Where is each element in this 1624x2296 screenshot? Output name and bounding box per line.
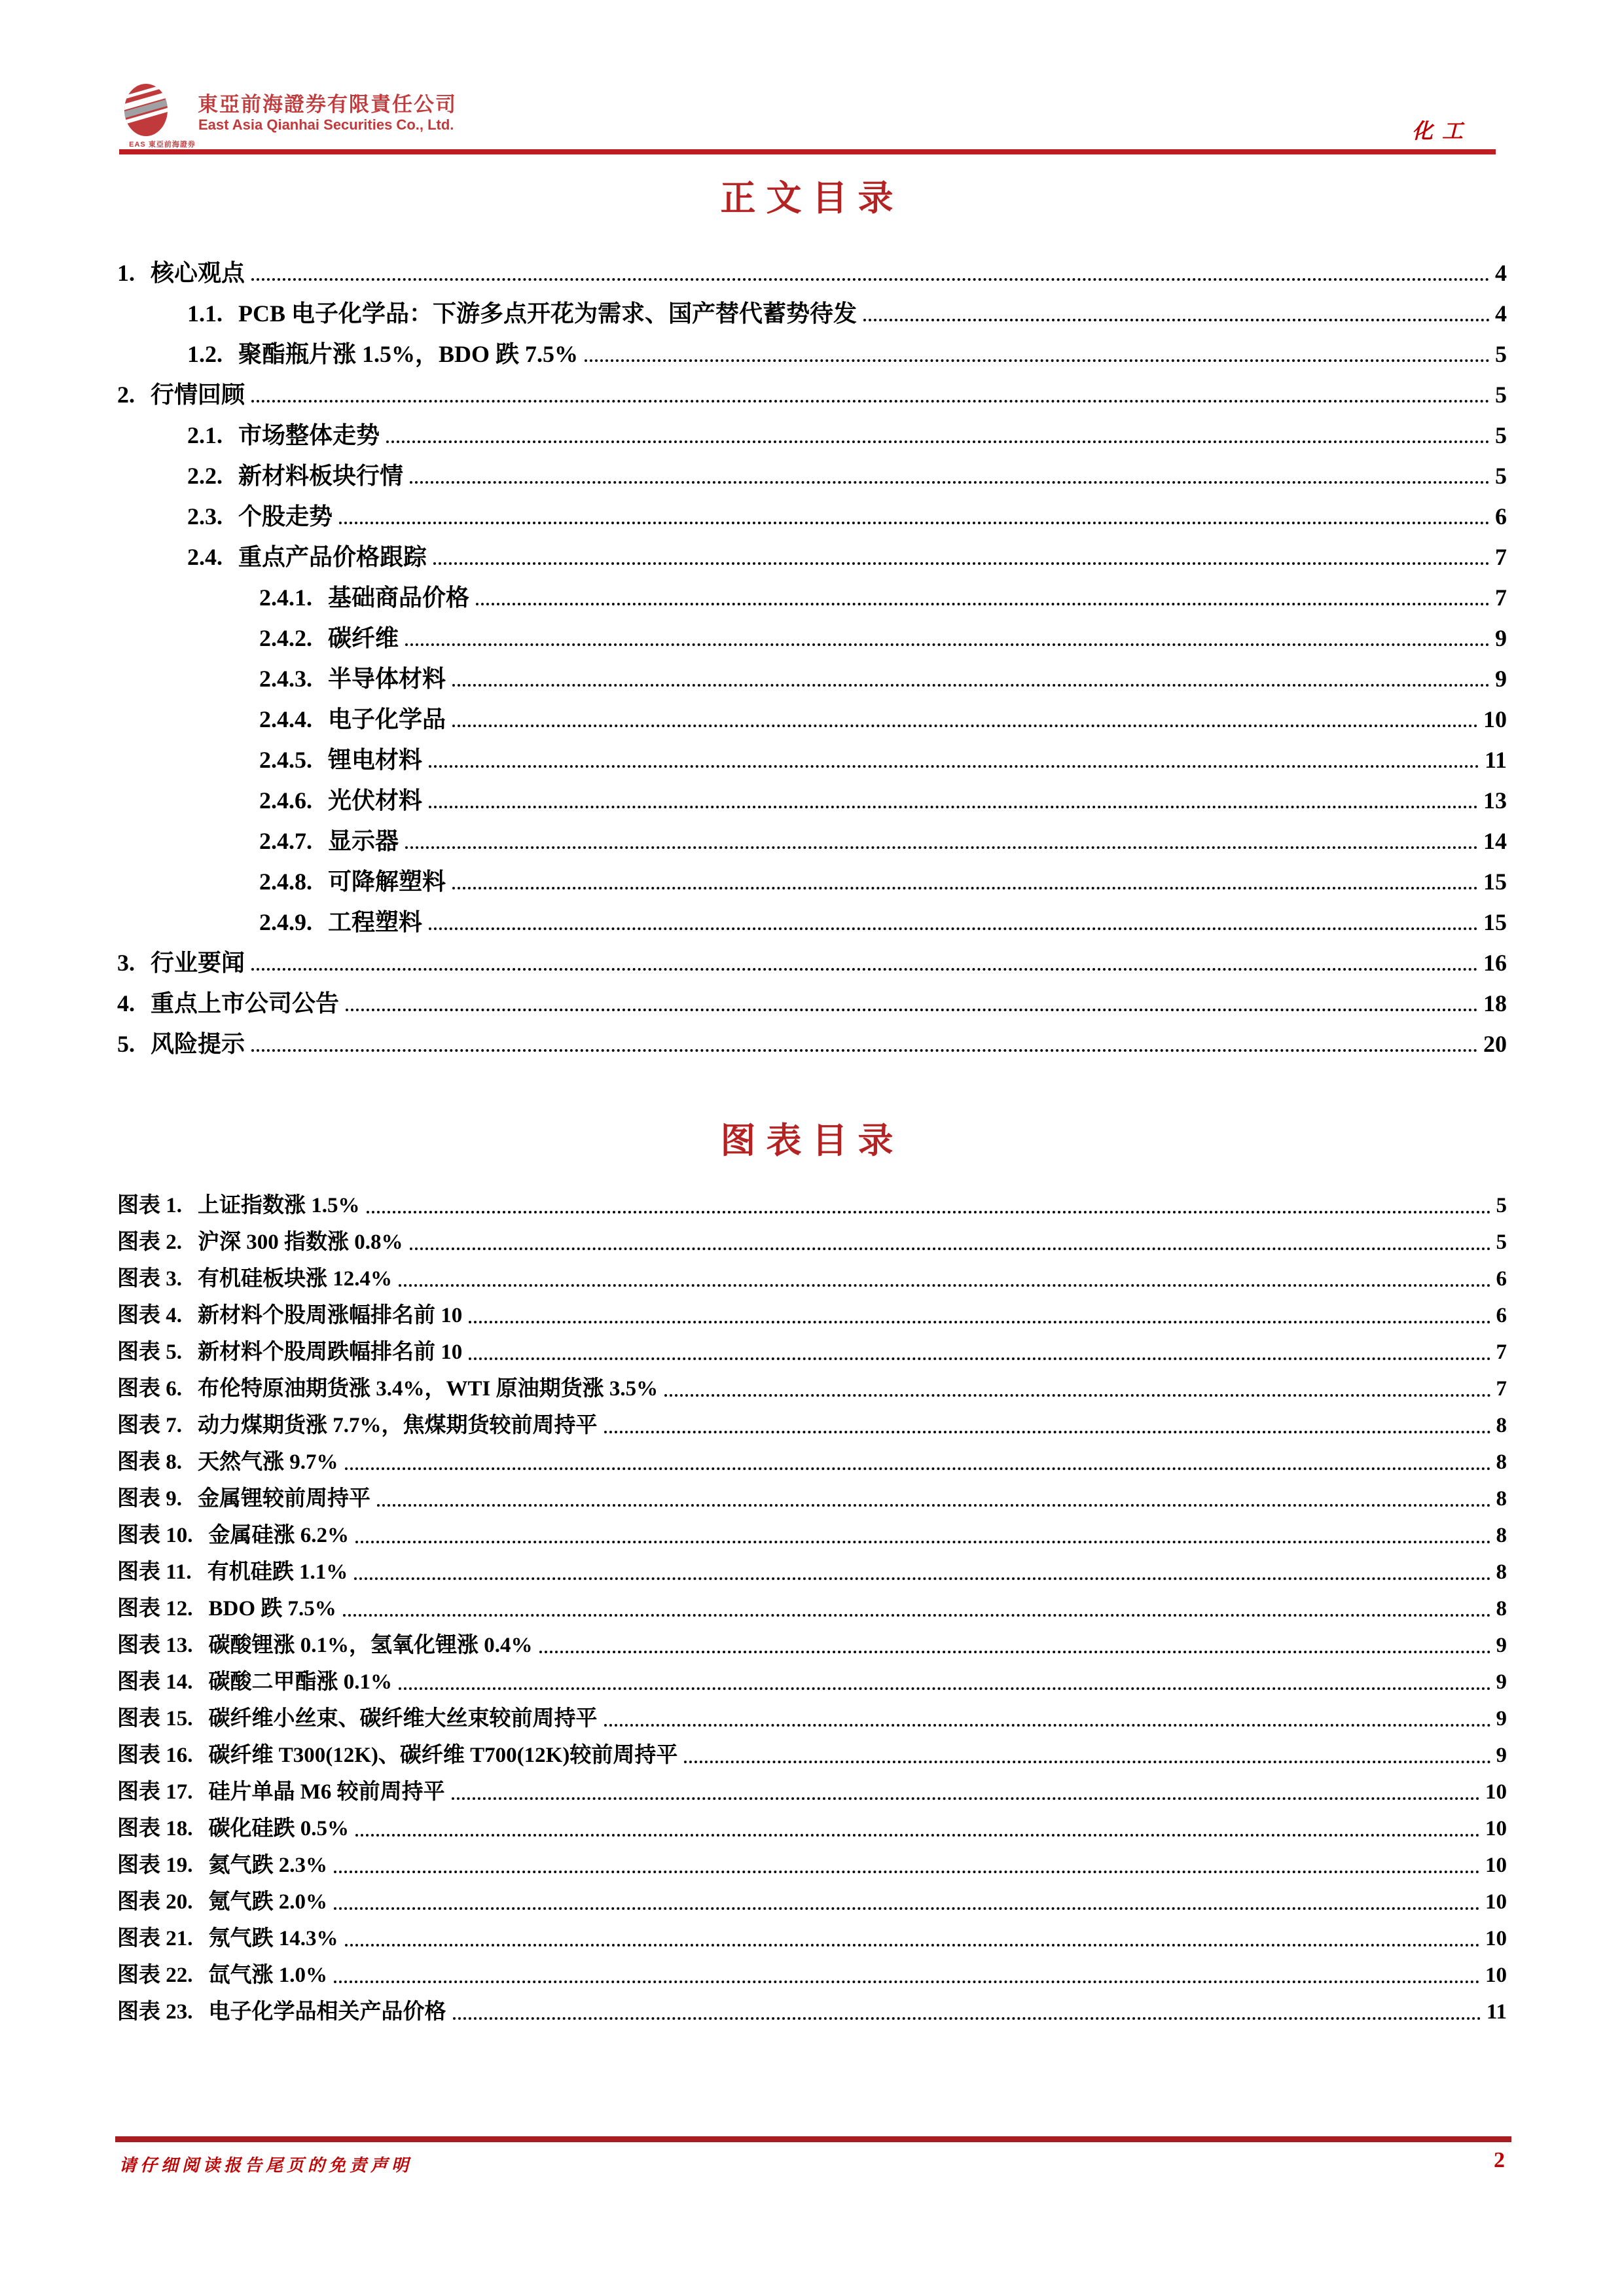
entry-label: BDO 跌 7.5% <box>208 1597 336 1621</box>
figure-entry[interactable] <box>117 1553 1507 1590</box>
entry-label: 显示器 <box>328 828 399 854</box>
figure-entry[interactable] <box>117 1223 1507 1260</box>
entry-number: 图表 13. <box>117 1634 193 1657</box>
toc-entry[interactable] <box>117 738 1507 778</box>
header-rule <box>119 149 1496 154</box>
dot-leader <box>346 1009 1478 1011</box>
entry-number: 2.1. <box>187 422 223 448</box>
entry-label: 光伏材料 <box>328 787 423 814</box>
entry-page: 7 <box>1496 1340 1507 1364</box>
entry-number: 图表 16. <box>117 1744 193 1767</box>
dot-leader <box>334 1871 1480 1873</box>
entry-label: 行情回顾 <box>151 382 245 408</box>
dot-leader <box>345 1944 1481 1946</box>
toc-entry[interactable] <box>117 413 1507 454</box>
entry-number: 图表 9. <box>117 1487 182 1511</box>
entry-label: 有机硅跌 1.1% <box>207 1560 348 1584</box>
dot-leader <box>405 846 1478 849</box>
entry-number: 2.4.5. <box>259 747 312 773</box>
page-number: 2 <box>1494 2148 1505 2172</box>
entry-number: 图表 23. <box>117 2000 193 2024</box>
entry-number: 图表 11. <box>117 1560 192 1584</box>
entry-label: 电子化学品相关产品价格 <box>208 2000 446 2024</box>
toc-entry[interactable] <box>117 494 1507 535</box>
entry-page: 8 <box>1496 1597 1507 1621</box>
entry-label: 风险提示 <box>151 1031 245 1057</box>
dot-leader <box>251 400 1490 403</box>
entry-number: 图表 22. <box>117 1964 193 1987</box>
entry-page: 13 <box>1483 787 1507 814</box>
dot-leader <box>251 278 1490 281</box>
toc-entry[interactable] <box>117 697 1507 738</box>
company-logo-egg-icon <box>123 81 169 137</box>
entry-label: 动力煤期货涨 7.7%，焦煤期货较前周持平 <box>198 1414 598 1437</box>
entry-label: 新材料个股周跌幅排名前 10 <box>198 1340 463 1364</box>
dot-leader <box>452 887 1478 889</box>
toc-entry[interactable] <box>117 575 1507 616</box>
entry-page: 20 <box>1483 1031 1507 1057</box>
footer-rule <box>115 2136 1511 2142</box>
figure-entry[interactable] <box>117 1516 1507 1553</box>
dot-leader <box>433 562 1490 565</box>
entry-number: 2.4.8. <box>259 869 312 895</box>
toc-entry[interactable] <box>117 372 1507 413</box>
entry-number: 图表 21. <box>117 1927 193 1950</box>
entry-number: 2.4. <box>187 544 223 570</box>
dot-leader <box>684 1761 1490 1763</box>
dot-leader <box>354 1577 1490 1580</box>
entry-page: 15 <box>1483 909 1507 935</box>
dot-leader <box>453 2017 1481 2020</box>
entry-number: 图表 18. <box>117 1817 193 1840</box>
toc-entry[interactable] <box>117 778 1507 819</box>
entry-number: 2.4.7. <box>259 828 312 854</box>
figure-entry[interactable] <box>117 1370 1507 1407</box>
entry-page: 10 <box>1485 1817 1507 1840</box>
dot-leader <box>345 1467 1491 1470</box>
entry-label: 碳酸锂涨 0.1%，氢氧化锂涨 0.4% <box>208 1634 533 1657</box>
dot-leader <box>452 684 1490 687</box>
entry-number: 图表 19. <box>117 1854 193 1877</box>
toc-entry[interactable] <box>117 819 1507 859</box>
figure-entry[interactable] <box>117 1407 1507 1443</box>
entry-page: 18 <box>1483 990 1507 1016</box>
figures-title: 图表目录 <box>720 1121 904 1160</box>
entry-page: 9 <box>1495 666 1507 692</box>
entry-number: 图表 12. <box>117 1597 193 1621</box>
entry-page: 9 <box>1496 1634 1507 1657</box>
entry-label: 碳酸二甲酯涨 0.1% <box>208 1670 392 1694</box>
toc-title: 正文目录 <box>720 179 904 218</box>
entry-number: 1. <box>117 260 135 286</box>
entry-label: 天然气涨 9.7% <box>198 1450 338 1474</box>
entry-page: 10 <box>1485 1927 1507 1950</box>
entry-label: 重点上市公司公告 <box>151 990 340 1016</box>
footer-disclaimer: 请仔细阅读报告尾页的免责声明 <box>119 2156 413 2175</box>
dot-leader <box>410 481 1490 484</box>
entry-label: 聚酯瓶片涨 1.5%，BDO 跌 7.5% <box>238 341 579 367</box>
entry-label: 行业要闻 <box>151 950 245 976</box>
entry-label: PCB 电子化学品：下游多点开花为需求、国产替代蓄势待发 <box>238 300 857 327</box>
entry-page: 4 <box>1495 300 1507 327</box>
entry-page: 5 <box>1496 1194 1507 1217</box>
entry-label: 金属锂较前周持平 <box>198 1487 370 1511</box>
entry-page: 7 <box>1496 1377 1507 1401</box>
entry-page: 5 <box>1495 382 1507 408</box>
dot-leader <box>339 522 1490 524</box>
entry-number: 图表 4. <box>117 1304 182 1327</box>
entry-number: 2. <box>117 382 135 408</box>
entry-page: 9 <box>1495 625 1507 651</box>
logo-caption: EAS 東亞前海證券 <box>129 141 196 149</box>
entry-label: 核心观点 <box>151 260 245 286</box>
entry-page: 8 <box>1496 1414 1507 1437</box>
dot-leader <box>399 1284 1491 1287</box>
toc-entry[interactable] <box>117 291 1507 332</box>
figure-entry[interactable] <box>117 1443 1507 1480</box>
figure-entry[interactable] <box>117 1187 1507 1223</box>
entry-label: 碳纤维 T300(12K)、碳纤维 T700(12K)较前周持平 <box>208 1744 678 1767</box>
figure-entry[interactable] <box>117 1920 1507 1956</box>
page-content <box>117 175 1507 2030</box>
entry-page: 11 <box>1484 747 1507 773</box>
figure-entry[interactable] <box>117 1773 1507 1810</box>
dot-leader <box>863 319 1490 321</box>
entry-page: 10 <box>1485 1890 1507 1914</box>
dot-leader <box>664 1394 1490 1397</box>
company-name-en: East Asia Qianhai Securities Co., Ltd. <box>198 117 454 133</box>
dot-leader <box>251 1049 1478 1052</box>
entry-label: 个股走势 <box>238 503 333 529</box>
dot-leader <box>377 1504 1491 1507</box>
entry-label: 氪气跌 2.0% <box>208 1890 327 1914</box>
entry-page: 15 <box>1483 869 1507 895</box>
entry-label: 基础商品价格 <box>328 584 470 611</box>
entry-page: 9 <box>1496 1670 1507 1694</box>
entry-label: 沪深 300 指数涨 0.8% <box>198 1230 403 1254</box>
entry-number: 图表 15. <box>117 1707 193 1731</box>
entry-label: 市场整体走势 <box>238 422 380 448</box>
dot-leader <box>585 359 1490 362</box>
toc-entry[interactable] <box>117 859 1507 900</box>
entry-number: 2.4.2. <box>259 625 312 651</box>
entry-page: 8 <box>1496 1450 1507 1474</box>
entry-label: 金属硅涨 6.2% <box>208 1524 349 1547</box>
entry-page: 10 <box>1485 1780 1507 1804</box>
entry-page: 5 <box>1495 341 1507 367</box>
dot-leader <box>386 440 1490 443</box>
entry-page: 5 <box>1495 463 1507 489</box>
entry-number: 图表 5. <box>117 1340 182 1364</box>
entry-label: 锂电材料 <box>328 747 423 773</box>
entry-number: 图表 1. <box>117 1194 182 1217</box>
figure-entry[interactable] <box>117 1810 1507 1846</box>
entry-number: 1.2. <box>187 341 223 367</box>
entry-page: 6 <box>1496 1304 1507 1327</box>
toc-entry[interactable] <box>117 332 1507 372</box>
entry-number: 图表 17. <box>117 1780 193 1804</box>
figure-entry[interactable] <box>117 1700 1507 1736</box>
dot-leader <box>429 806 1478 808</box>
dot-leader <box>604 1431 1491 1433</box>
entry-label: 电子化学品 <box>328 706 446 732</box>
entry-number: 图表 2. <box>117 1230 182 1254</box>
figure-entry[interactable] <box>117 1883 1507 1920</box>
toc-entry[interactable] <box>117 900 1507 941</box>
entry-number: 图表 14. <box>117 1670 193 1694</box>
figure-entry[interactable] <box>117 1846 1507 1883</box>
toc-entry[interactable] <box>117 616 1507 656</box>
entry-page: 8 <box>1496 1560 1507 1584</box>
entry-page: 6 <box>1496 1267 1507 1291</box>
entry-page: 14 <box>1483 828 1507 854</box>
entry-number: 5. <box>117 1031 135 1057</box>
entry-page: 9 <box>1496 1707 1507 1731</box>
figure-entry[interactable] <box>117 1333 1507 1370</box>
toc-entry[interactable] <box>117 454 1507 494</box>
dot-leader <box>405 643 1490 646</box>
dot-leader <box>410 1247 1491 1250</box>
dot-leader <box>539 1651 1491 1653</box>
toc-entry[interactable] <box>117 535 1507 575</box>
entry-label: 新材料板块行情 <box>238 463 404 489</box>
entry-number: 2.4.4. <box>259 706 312 732</box>
toc-entry[interactable] <box>117 941 1507 981</box>
entry-number: 1.1. <box>187 300 223 327</box>
figure-entry[interactable] <box>117 1297 1507 1333</box>
entry-label: 氙气涨 1.0% <box>208 1964 327 1987</box>
toc-list <box>117 251 1507 1062</box>
entry-number: 2.2. <box>187 463 223 489</box>
entry-number: 2.3. <box>187 503 223 529</box>
entry-page: 16 <box>1483 950 1507 976</box>
entry-label: 碳纤维小丝束、碳纤维大丝束较前周持平 <box>208 1707 598 1731</box>
entry-page: 7 <box>1495 544 1507 570</box>
entry-label: 氖气跌 14.3% <box>208 1927 338 1950</box>
entry-number: 3. <box>117 950 135 976</box>
dot-leader <box>452 1797 1480 1800</box>
dot-leader <box>452 725 1478 727</box>
entry-label: 硅片单晶 M6 较前周持平 <box>208 1780 445 1804</box>
entry-number: 2.4.6. <box>259 787 312 814</box>
entry-page: 10 <box>1485 1854 1507 1877</box>
entry-label: 可降解塑料 <box>328 869 446 895</box>
dot-leader <box>469 1321 1490 1323</box>
dot-leader <box>399 1687 1491 1690</box>
dot-leader <box>604 1724 1491 1727</box>
industry-tag: 化工 <box>1411 119 1472 143</box>
entry-number: 图表 10. <box>117 1524 193 1547</box>
entry-number: 图表 3. <box>117 1267 182 1291</box>
entry-page: 8 <box>1496 1487 1507 1511</box>
dot-leader <box>367 1211 1491 1213</box>
entry-page: 4 <box>1495 260 1507 286</box>
entry-label: 新材料个股周涨幅排名前 10 <box>198 1304 463 1327</box>
figure-entry[interactable] <box>117 1736 1507 1773</box>
figure-entry[interactable] <box>117 1663 1507 1700</box>
entry-label: 工程塑料 <box>328 909 423 935</box>
toc-entry[interactable] <box>117 1022 1507 1062</box>
entry-label: 重点产品价格跟踪 <box>238 544 427 570</box>
figure-entry[interactable] <box>117 1590 1507 1626</box>
figure-entry[interactable] <box>117 1626 1507 1663</box>
dot-leader <box>355 1834 1480 1837</box>
figure-entry[interactable] <box>117 1993 1507 2030</box>
figure-entry[interactable] <box>117 1956 1507 1993</box>
dot-leader <box>334 1981 1480 1983</box>
entry-number: 图表 20. <box>117 1890 193 1914</box>
dot-leader <box>355 1541 1491 1543</box>
dot-leader <box>343 1614 1491 1617</box>
dot-leader <box>334 1907 1480 1910</box>
entry-page: 6 <box>1495 503 1507 529</box>
entry-number: 图表 7. <box>117 1414 182 1437</box>
figure-entry[interactable] <box>117 1480 1507 1516</box>
entry-page: 9 <box>1496 1744 1507 1767</box>
entry-number: 2.4.3. <box>259 666 312 692</box>
entry-page: 10 <box>1483 706 1507 732</box>
entry-label: 半导体材料 <box>328 666 446 692</box>
dot-leader <box>429 927 1478 930</box>
dot-leader <box>476 603 1490 605</box>
dot-leader <box>469 1357 1490 1360</box>
dot-leader <box>251 968 1478 971</box>
entry-page: 8 <box>1496 1524 1507 1547</box>
figure-entry[interactable] <box>117 1260 1507 1297</box>
entry-number: 4. <box>117 990 135 1016</box>
entry-page: 11 <box>1486 2000 1507 2024</box>
entry-label: 碳化硅跌 0.5% <box>208 1817 349 1840</box>
dot-leader <box>429 765 1479 768</box>
entry-number: 图表 6. <box>117 1377 182 1401</box>
figures-list <box>117 1187 1507 2030</box>
entry-label: 氦气跌 2.3% <box>208 1854 327 1877</box>
entry-label: 布伦特原油期货涨 3.4%，WTI 原油期货涨 3.5% <box>198 1377 659 1401</box>
entry-page: 7 <box>1495 584 1507 611</box>
entry-page: 10 <box>1485 1964 1507 1987</box>
entry-number: 图表 8. <box>117 1450 182 1474</box>
entry-label: 碳纤维 <box>328 625 399 651</box>
entry-page: 5 <box>1496 1230 1507 1254</box>
toc-entry[interactable] <box>117 981 1507 1022</box>
entry-number: 2.4.9. <box>259 909 312 935</box>
entry-page: 5 <box>1495 422 1507 448</box>
toc-entry[interactable] <box>117 656 1507 697</box>
entry-label: 有机硅板块涨 12.4% <box>198 1267 392 1291</box>
toc-entry[interactable] <box>117 251 1507 291</box>
company-name-cn: 東亞前海證券有限責任公司 <box>198 93 457 116</box>
entry-number: 2.4.1. <box>259 584 312 611</box>
entry-label: 上证指数涨 1.5% <box>198 1194 360 1217</box>
